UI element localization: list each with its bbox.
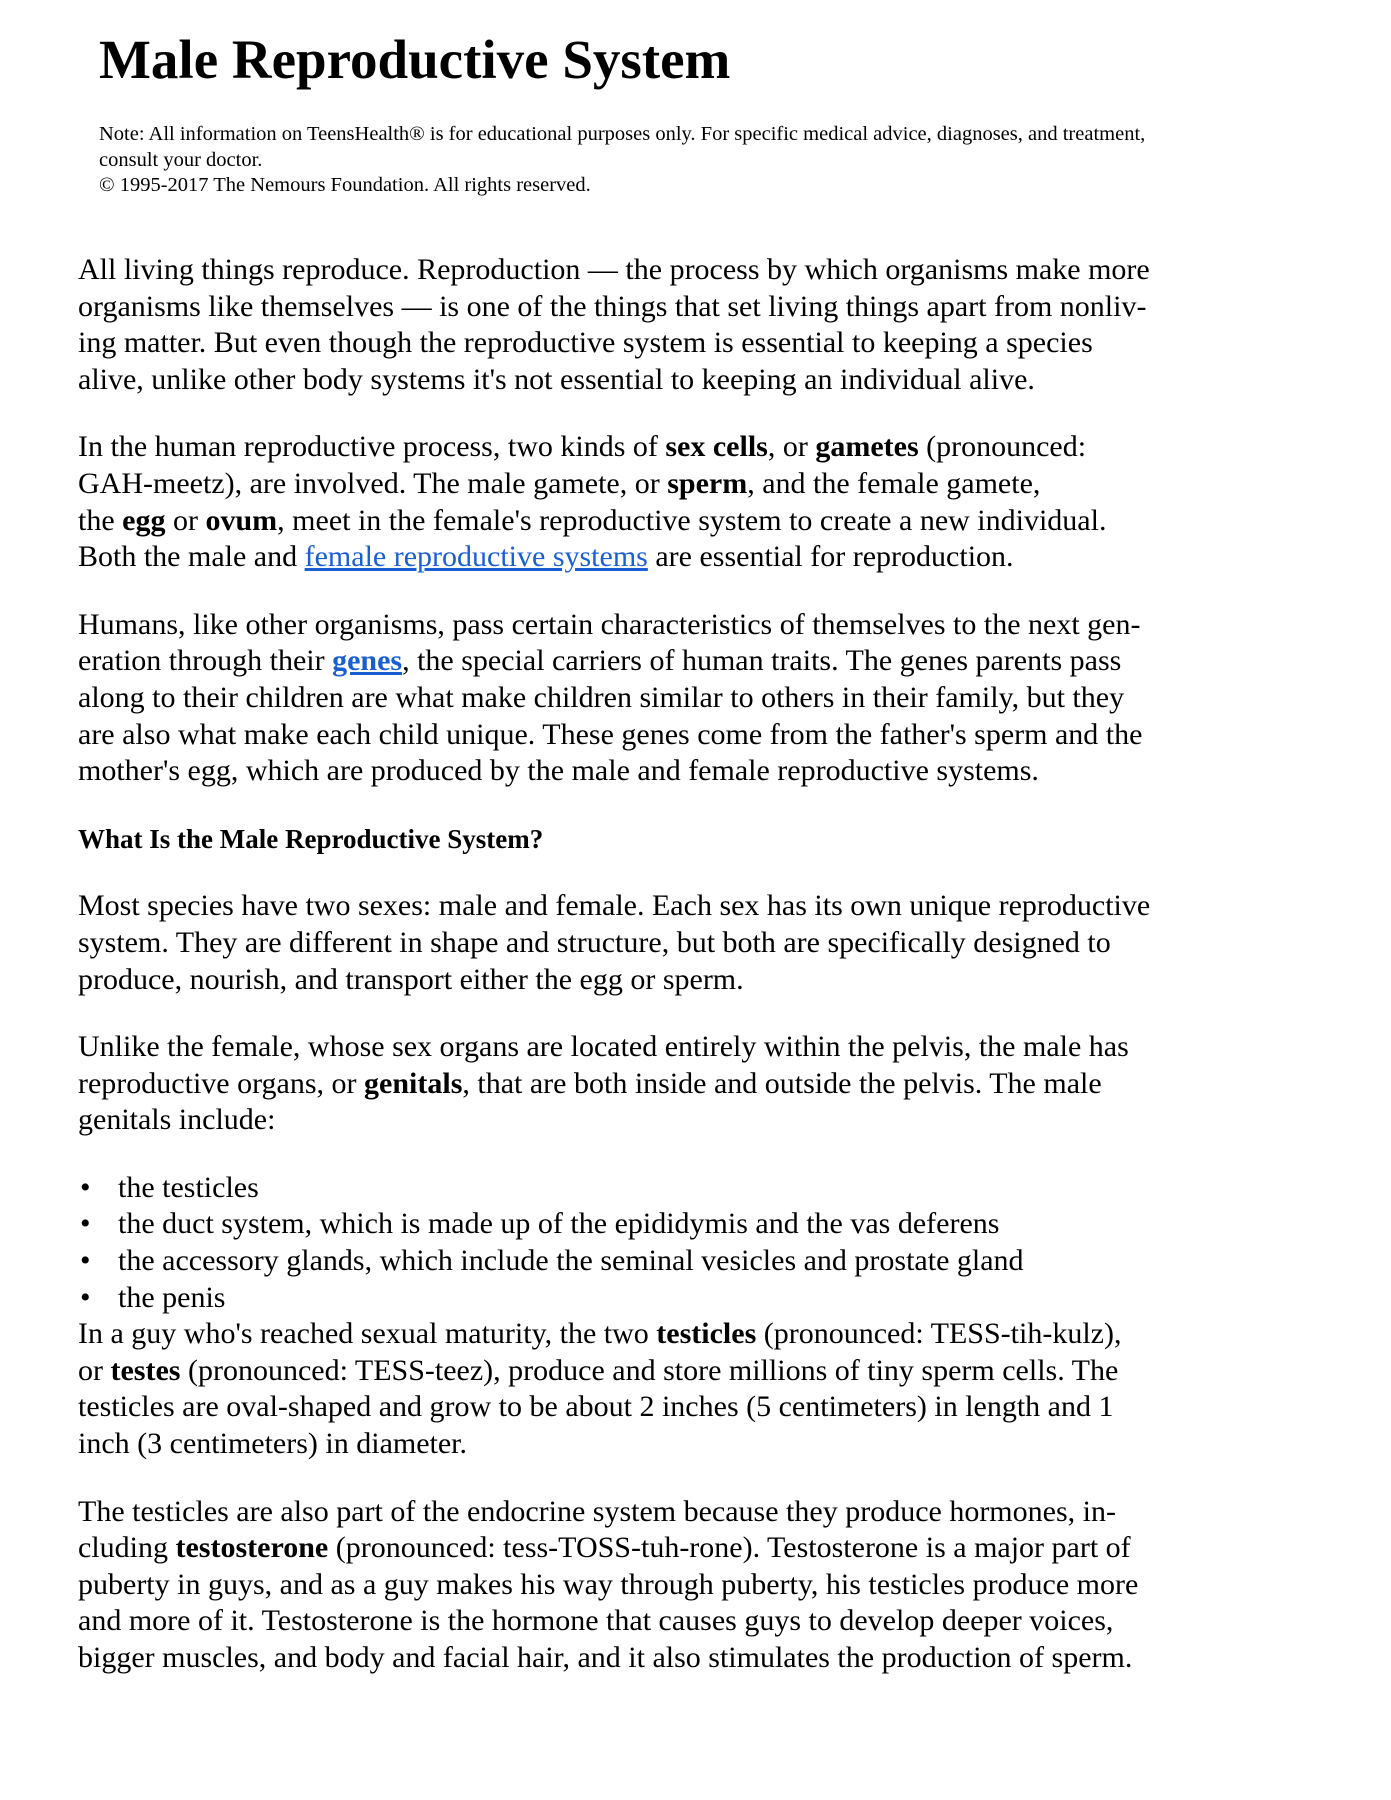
text-line (78, 1066, 1318, 1103)
section-heading: What Is the Male Reproductive System? (78, 823, 544, 854)
text-run: (pronounced: TESS-teez), produce and store millions of tiny sperm cells. The (180, 1353, 1119, 1387)
text-run: puberty in guys, and as a guy makes his way through puberty, his testicles produce more (78, 1567, 1139, 1601)
text-line (78, 503, 1318, 540)
text-run: (pronounced: (918, 430, 1087, 464)
list-item-text: the penis (118, 1280, 226, 1314)
text-line (78, 888, 1318, 925)
text-line (78, 1494, 1318, 1531)
bold-term: sex cells (665, 430, 768, 464)
text-line (78, 680, 1318, 717)
text-run: reproductive organs, or (78, 1066, 365, 1100)
paragraph (78, 607, 1318, 790)
text-run: , the special carriers of human traits. The genes parents pass (402, 644, 1122, 678)
text-line (78, 607, 1318, 644)
text-line (78, 1640, 1318, 1677)
text-line (78, 539, 1318, 576)
text-run: Most species have two sexes: male and female. Each sex has its own unique reproductive (78, 889, 1151, 923)
paragraph (78, 1494, 1318, 1677)
genitals-list (78, 1170, 1318, 1316)
text-run: are also what make each child unique. These genes come from the father's sperm and the (78, 717, 1143, 751)
text-line (78, 1029, 1318, 1066)
text-run: testicles are oval-shaped and grow to be about 2 inches (5 centimeters) in length and 1 (78, 1390, 1114, 1424)
text-line (78, 1530, 1318, 1567)
text-run: GAH-meetz), are involved. The male gamete, or (78, 466, 668, 500)
text-run: the (78, 503, 123, 537)
paragraph (78, 429, 1318, 575)
article-body (78, 252, 1318, 1708)
paragraph (78, 252, 1318, 398)
text-run: or (165, 503, 206, 537)
text-line (78, 325, 1318, 362)
text-run: , or (767, 430, 816, 464)
text-run: bigger muscles, and body and facial hair, and it also stimulates the production of sperm. (78, 1641, 1133, 1674)
paragraph (78, 1029, 1318, 1139)
note-line: consult your doctor. (99, 148, 263, 171)
link-female-reproductive-systems[interactable]: female reproductive systems (304, 540, 648, 574)
text-line (78, 753, 1318, 790)
text-run: Unlike the female, whose sex organs are located entirely within the pelvis, the male has (78, 1030, 1129, 1064)
bold-term: genitals (364, 1066, 463, 1100)
bullet-icon: • (80, 1207, 91, 1241)
link-genes[interactable]: genes (332, 644, 403, 678)
bold-term: testosterone (175, 1531, 329, 1565)
text-line (78, 466, 1318, 503)
list-item (78, 1170, 1318, 1207)
text-line (78, 717, 1318, 754)
page-title: Male Reproductive System (99, 29, 731, 90)
text-line (78, 1426, 1318, 1463)
text-run: The testicles are also part of the endocrine system because they produce hormones, in- (78, 1494, 1116, 1528)
note-line: Note: All information on TeensHealth® is for educational purposes only. For specific medical advice, diagnoses, and treatment, (99, 123, 1146, 145)
bold-term: testicles (656, 1317, 757, 1351)
bullet-icon: • (80, 1170, 91, 1204)
text-line (78, 1353, 1318, 1390)
text-line (78, 289, 1318, 326)
text-line (78, 252, 1318, 289)
text-line (78, 1316, 1318, 1353)
text-run: (pronounced: tess-TOSS-tuh-rone). Testosterone is a major part of (328, 1531, 1131, 1565)
text-run: ing matter. But even though the reproductive system is essential to keeping a species (78, 326, 1093, 360)
list-item (78, 1243, 1318, 1280)
copyright-line: © 1995-2017 The Nemours Foundation. All rights reserved. (99, 174, 591, 197)
text-line (78, 1603, 1318, 1640)
text-run: genitals include: (78, 1103, 276, 1137)
bold-term: ovum (205, 503, 278, 537)
text-line (78, 1567, 1318, 1604)
text-line (78, 362, 1318, 399)
text-run: In a guy who's reached sexual maturity, the two (78, 1317, 657, 1351)
text-line (78, 962, 1318, 999)
bullet-icon: • (80, 1244, 91, 1278)
text-run: and more of it. Testosterone is the hormone that causes guys to develop deeper voices, (78, 1604, 1114, 1638)
text-run: are essential for reproduction. (647, 540, 1014, 574)
text-line (78, 429, 1318, 466)
text-line (78, 1389, 1318, 1426)
text-run: Humans, like other organisms, pass certain characteristics of themselves to the next gen- (78, 607, 1141, 641)
text-run: , that are both inside and outside the pelvis. The male (462, 1066, 1102, 1100)
disclaimer-note (99, 122, 1145, 199)
bold-term: egg (122, 503, 166, 537)
text-run: produce, nourish, and transport either the egg or sperm. (78, 962, 744, 996)
list-item-text: the duct system, which is made up of the epididymis and the vas deferens (118, 1207, 1000, 1241)
text-run: eration through their (78, 644, 333, 678)
text-run: mother's egg, which are produced by the male and female reproductive systems. (78, 754, 1039, 788)
text-run: In the human reproductive process, two kinds of (78, 430, 666, 464)
bold-term: testes (110, 1353, 181, 1387)
text-run: alive, unlike other body systems it's not essential to keeping an individual alive. (78, 362, 1035, 396)
list-item (78, 1280, 1318, 1317)
text-run: system. They are different in shape and structure, but both are specifically designed to (78, 925, 1111, 959)
text-line (78, 1102, 1318, 1139)
text-run: , meet in the female's reproductive system to create a new individual. (277, 503, 1107, 537)
text-run: , and the female gamete, (747, 466, 1041, 500)
list-item-text: the accessory glands, which include the seminal vesicles and prostate gland (118, 1244, 1024, 1278)
list-item (78, 1206, 1318, 1243)
text-run: Both the male and (78, 540, 305, 574)
text-run: or (78, 1353, 111, 1387)
bold-term: sperm (667, 466, 748, 500)
list-item-text: the testicles (118, 1170, 259, 1204)
text-run: (pronounced: TESS-tih-kulz), (756, 1317, 1122, 1351)
text-run: cluding (78, 1531, 176, 1565)
bullet-icon: • (80, 1280, 91, 1314)
paragraph (78, 888, 1318, 998)
text-line (78, 643, 1318, 680)
text-run: inch (3 centimeters) in diameter. (78, 1427, 468, 1461)
text-run: along to their children are what make children similar to others in their family, but they (78, 680, 1125, 714)
bold-term: gametes (815, 430, 919, 464)
text-run: organisms like themselves — is one of the things that set living things apart from nonliv- (78, 289, 1147, 323)
text-run: All living things reproduce. Reproduction — the process by which organisms make more (78, 253, 1150, 286)
paragraph (78, 1316, 1318, 1462)
text-line (78, 925, 1318, 962)
